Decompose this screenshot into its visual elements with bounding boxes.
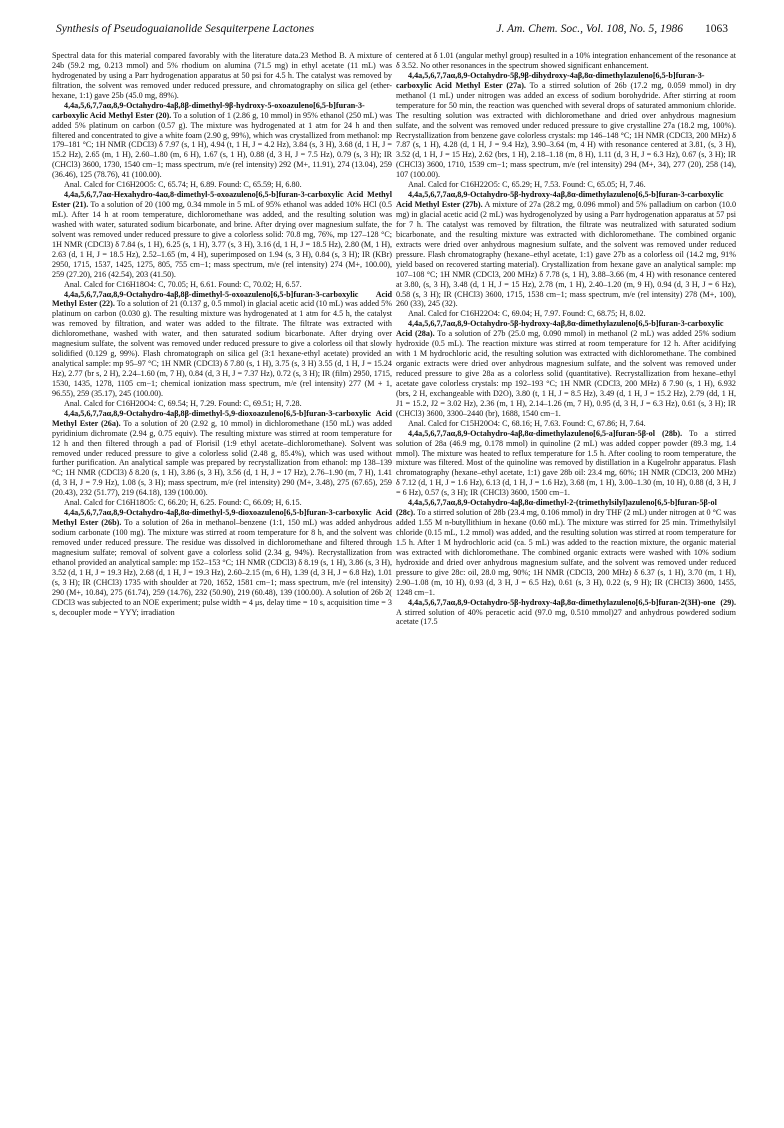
paragraph-body: A stirred solution of 40% peracetic acid (97.0 mg, 0.510 mmol)27 and anhydrous powdered sodium acetate (17.5 (396, 607, 736, 627)
paragraph (52, 409, 392, 498)
compound-title: 4,4a,5,6,7,7aα,8,9-Octahydro-5β,9β-dihydroxy-4aβ,8α-dimethylazuleno[6,5-b]furan-3-carboxylic Acid Methyl Ester (27a). (396, 70, 705, 90)
journal-citation (496, 20, 728, 38)
paragraph-body: Anal. Calcd for C16H18O4: C, 70.05; H, 6.61. Found: C, 70.02; H, 6.57. (64, 279, 302, 289)
paragraph (396, 598, 736, 628)
paragraph (52, 51, 392, 101)
compound-title: 4,4a,5,6,7,7aα,8,9-Octahydro-5β-hydroxy-4aβ,8α-dimethylazuleno[6,5-b]furan-2(3H)-one (29). (408, 597, 736, 607)
paragraph (396, 429, 736, 499)
compound-title: 4,4a,5,6,7,7aα,8,9-Octahydro-4aβ,8α-dimethyl-2-(trimethylsilyl)azuleno[6,5-b]furan-5β-ol (28c). (396, 498, 717, 518)
paragraph-body: Anal. Calcd for C16H20O4: C, 69.54; H, 7.29. Found: C, 69.51; H, 7.28. (64, 398, 302, 408)
paragraph (52, 101, 392, 181)
paragraph-body: To a stirred solution of 28a (46.9 mg, 0.178 mmol) in quinoline (2 mL) was added copper powder (89.3 mg, 1.4 mmol). The mixture was heated to reflux temperature for 1.5 h. After cooling to room temperature, the mixture was filtered. Most of the quinoline was removed by distillation in a Kugelrohr apparatus. Flash chromatography (hexane–ethyl acetate, 1:1) gave 28b oil: 23.4 mg, 60%; 1H NMR (CDCl3, 200 MHz) δ 7.12 (d, 1 H, J = 1.6 Hz), 6.13 (d, 1 H, J = 1.6 Hz), 3.68 (m, 1 H), 3.00–1.30 (m, 10 H), 0.88 (d, 3 H, J = 6 Hz), 0.57 (s, 3 H); IR (CHCl3) 3600, 1500 cm−1. (396, 428, 736, 498)
paragraph (52, 290, 392, 399)
compound-title: 4,4a,5,6,7,7aα,8,9-Octahydro-4aβ,8β-dimethyl-5-oxoazuleno[6,5-b]furan-3-carboxylic Acid Methyl Ester (22). (52, 289, 392, 309)
paragraph-body: To a solution of 20 (2.92 g, 10 mmol) in dichloromethane (150 mL) was added pyridinium dichromate (2.94 g, 0.75 equiv). The resulting mixture was stirred at room temperature for 12 h and then filtered through a pad of Florisil (1:9 ethyl acetate–dichloromethane). Solvent was removed under reduced pressure to give a colorless solid (2.48 g, 85.4%), which was used without further purification. An analytical sample was prepared by recrystallization from ethanol: mp 138–139 °C; 1H NMR (CDCl3) δ 8.20 (s, 1 H), 3.86 (s, 3 H), 3.56 (d, 1 H, J = 17 Hz), 2.76–1.90 (m, 7 H), 1.41 (d, 3 H, J = 7.9 Hz), 1.08 (s, 3 H); mass spectrum, m/e (rel intensity) 290 (M+, 3.48), 275 (67.65), 259 (20.43), 232 (51.77), 219 (64.18), 139 (100.00). (52, 418, 392, 498)
paragraph-body: To a stirred solution of 28b (23.4 mg, 0.106 mmol) in dry THF (2 mL) under nitrogen at 0 °C was added 1.55 M n-butyllithium in hexane (0.60 mL). The mixture was stirred for 25 min. Trimethylsilyl chloride (0.15 mL, 1.2 mmol) was added, and the resulting solution was stirred at room temperature for 1.5 h. After 1 M hydrochloric acid (ca. 5 mL) was added to the reaction mixture, the organic material was extracted with dichloromethane. The combined organic extracts were washed with 10% sodium hydroxide and dried over anhydrous magnesium sulfate, and the solvent was removed under reduced pressure to give 28c: oil, 28.0 mg, 90%; 1H NMR (CDCl3, 200 MHz) δ 6.37 (s, 1 H), 3.70 (m, 1 H), 2.90–1.08 (m, 10 H), 0.93 (d, 3 H, J = 6.5 Hz), 0.61 (s, 3 H), 0.22 (s, 9 H); IR (CHCl3) 3600, 1455, 1248 cm−1. (396, 508, 736, 597)
paragraph (396, 309, 736, 319)
paragraph-body: To a solution of 26a in methanol–benzene (1:1, 150 mL) was added anhydrous sodium carbonate (100 mg). The mixture was stirred at room temperature for 8 h, and the solvent was removed under reduced pressure. The residue was dissolved in dichloromethane and filtered through magnesium sulfate; removal of solvent gave a colorless solid (2.34 g, 94%). Recrystallization from ethanol provided an analytical sample: mp 152–153 °C; 1H NMR (CDCl3) δ 8.19 (s, 1 H), 3.86 (s, 3 H), 3.52 (d, 1 H, J = 19.3 Hz), 2.68 (d, 1 H, J = 19.3 Hz), 2.60–2.15 (m, 6 H), 1.39 (d, 3 H, J = 6.8 Hz), 1.01 (s, 3 H); IR (CHCl3) 1735 with shoulder at 720, 1652, 1581 cm−1; mass spectrum, m/e (rel intensity) 290 (M+, 10.84), 275 (61.74), 259 (14.76), 232 (50.90), 219 (60.48), 139 (100.00). A solution of 26b 2( CDCl3 was subjected to an NOE experiment; pulse width = 4 μs, delay time = 10 s, acquisition time = 3 s, decoupler mode = YYY; irradiation (52, 518, 392, 617)
paragraph (52, 498, 392, 508)
paragraph-body: To a stirred solution of 26b (17.2 mg, 0.059 mmol) in dry methanol (1 mL) under nitrogen was added an excess of sodium borohydride. After stirring at room temperature for 50 min, the reaction was quenched with several drops of saturated ammonium chloride. The resulting solution was extracted with dichloromethane and dried over anhydrous magnesium sulfate, and the solvent was removed under reduced pressure to give crystalline 27a (18.2 mg, 100%). Recrystallization from benzene gave colorless crystals: mp 146–148 °C; 1H NMR (CDCl3, 200 MHz) δ 7.87 (s, 1 H), 4.28 (d, 1 H, J = 9.4 Hz), 3.90–3.64 (m, 4 H) with resonance centered at 3.81, (s, 3 H), 3.52 (d, 1 H, J = 15 Hz), 2.62 (brs, 1 H), 2.18–1.18 (m, 8 H), 1.11 (d, 3 H, J = 6.3 Hz), 0.67 (s, 3 H); IR (CHCl3) 3600, 1710, 1539 cm−1; mass spectrum, m/e (rel intensity) 294 (M+, 34), 277 (20), 258 (14), 107 (100.00). (396, 80, 736, 180)
paragraph-body: To a solution of 27b (25.0 mg, 0.090 mmol) in methanol (2 mL) was added 25% sodium hydroxide (0.5 mL). The reaction mixture was stirred at room temperature for 12 h. After acidifying with 1 M hydrochloric acid, the resulting solution was extracted with dichloromethane. The combined organic extracts were dried over anhydrous magnesium sulfate, and the solvent was removed under reduced pressure to give 28a as a colorless solid (quantitative). Recrystallization from hexane–ethyl acetate gave colorless crystals: mp 192–193 °C; 1H NMR (CDCl3, 200 MHz) δ 7.90 (s, 1 H), 6.932 (brs, 2 H, exchangeable with D2O), 3.80 (t, 1 H, J = 8.5 Hz), 3.49 (d, 1 H, J = 15.2 Hz), 2.79 (dd, 1 H, J1 = 15.2, J2 = 3.02 Hz), 2.36 (m, 1 H), 2.14–1.26 (m, 7 H), 0.95 (d, 3 H, J = 6.3 Hz), 0.61 (s, 3 H); IR (CHCl3) 3600, 3300–2440 (br), 1688, 1540 cm−1. (396, 329, 736, 418)
paragraph (396, 319, 736, 418)
paragraph-body: Anal. Calcd for C16H22O5: C, 65.29; H, 7.53. Found: C, 65.05; H, 7.46. (408, 180, 646, 190)
paragraph-body: Spectral data for this material compared favorably with the literature data.23 Method B. A mixture of 24b (59.2 mg, 0.213 mmol) and 5% rhodium on alumina (71.5 mg) in ethyl acetate (11 mL) was hydrogenated by using a Parr hydrogenation apparatus at 50 psi for 4.5 h. The catalyst was removed by filtration, the solvent was removed under reduced pressure, and chromatography on silica gel (ether-hexane, 1:1) gave 25b (45.0 mg, 89%). (52, 51, 392, 100)
paragraph-body: A mixture of 27a (28.2 mg, 0.096 mmol) and 5% palladium on carbon (10.0 mg) in glacial acetic acid (2 mL) was hydrogenolyzed by using a Parr hydrogenation apparatus at 57 psi for 7 h. The catalyst was removed by filtration, the filtrate was neutralized with saturated sodium bicarbonate, and the resulting mixture was extracted with dichloromethane. The combined organic extracts were dried over anhydrous magnesium sulfate, and the solvent was removed under reduced pressure. Flash chromatography (hexane–ethyl acetate, 1:1) gave 27b as a colorless oil (14.2 mg, 91% yield based on recovered starting material). Crystallization from hexane gave an analytical sample: mp 107–108 °C; 1H NMR (CDCl3, 200 MHz) δ 7.78 (s, 1 H), 3.88–3.66 (m, 4 H) with resonance centered at 3.80, (s, 3 H), 3.48 (d, 1 H, J = 15 Hz), 2.78 (m, 1 H), 2.40–1.20 (m, 9 H), 0.94 (d, 3 H, J = 6 Hz), 0.58 (s, 3 H); IR (CHCl3) 3600, 1715, 1538 cm−1; mass spectrum, m/e (rel intensity) 278 (M+, 100), 260 (33), 245 (32). (396, 200, 736, 309)
compound-title: 4,4a,5,6,7,7aα,8,9-Octahydro-4aβ,8α-dimethylazuleno[6,5-a]furan-5β-ol (28b). (408, 428, 683, 438)
compound-title: 4,4a,5,6,7,7aα,8,9-Octahydro-4aβ,8α-dimethyl-5,9-dioxoazuleno[6,5-b]furan-3-carboxylic Acid Methyl Ester (26b). (52, 508, 392, 528)
paragraph-body: centered at δ 1.01 (angular methyl group) resulted in a 10% integration enhancement of the resonance at δ 3.52. No other resonances in the spectrum showed significant enhancement. (396, 51, 736, 70)
paragraph (396, 71, 736, 180)
paragraph-body: To a solution of 21 (0.137 g, 0.5 mmol) in glacial acetic acid (10 mL) was added 5% platinum on carbon (0.030 g). The resulting mixture was hydrogenated at 1 atm for 4.5 h, the catalyst was removed by filtration, and water was added to the filtrate. The filtrate was extracted with dichloromethane, washed with water, and then saturated sodium bicarbonate. After drying over magnesium sulfate, the solvent was removed under reduced pressure to give a colorless oil that slowly solidified (0.129 g, 99%). Flash chromatograph on silica gel (3:1 hexane-ethyl acetate) provided an analytical sample: mp 95–97 °C; 1H NMR (CDCl3) δ 7.80 (s, 1 H), 3.75 (s, 3 H) 3.55 (d, 1 H, J = 15.24 Hz), 2.77 (br s, 2 H), 2.24–1.60 (m, 7 H), 0.84 (d, 3 H, J = 7.37 Hz), 0.72 (s, 3 H); IR (film) 2950, 1715, 1530, 1435, 1278, 1105 cm−1; chemical ionization mass spectrum, m/e (rel intensity) 277 (M + 1, 96.55), 259 (35.17), 245 (100.00). (52, 299, 392, 398)
compound-title: 4,4a,5,6,7,7aα,8,9-Octahydro-4aβ,8β-dimethyl-5,9-dioxoazuleno[6,5-b]furan-3-carboxylic Acid Methyl Ester (26a). (52, 408, 392, 428)
paragraph-body: Anal. Calcd for C15H20O4: C, 68.16; H, 7.63. Found: C, 67.86; H, 7.64. (408, 418, 646, 428)
paragraph (396, 51, 736, 71)
compound-title: 4,4a,5,6,7,7aα,8,9-Octahydro-5β-hydroxy-4aβ,8α-dimethylazuleno[6,5-b]furan-3-carboxylic Acid Methyl Ester (27b). (396, 190, 724, 210)
compound-title: 4,4a,5,6,7,7aα,8,9-Octahydro-4aβ,8β-dimethyl-9β-hydroxy-5-oxoazuleno[6,5-b]furan-3-carboxylic Acid Methyl Ester (20). (52, 100, 365, 120)
running-title: Synthesis of Pseudoguaianolide Sesquiterpene Lactones (56, 23, 315, 35)
paragraph-body: To a solution of 1 (2.86 g, 10 mmol) in 95% ethanol (250 mL) was added 5% platinum on carbon (0.57 g). The mixture was hydrogenated at 1 atm for 24 h and then filtered and concentrated to give a white foam (2.90 g, 99%), which was crystallized from methanol: mp 179–181 °C; 1H NMR (CDCl3) δ 7.97 (s, 1 H), 4.94 (t, 1 H, J = 4.2 Hz), 3.84 (s, 3 H), 3.68 (d, 1 H, J = 15.2 Hz), 2.65 (m, 1 H), 2.60–1.80 (m, 6 H), 1.67 (s, 1 H), 0.88 (d, 3 H, J = 7.5 Hz), 0.79 (s, 3 H); IR (CHCl3) 3600, 1730, 1540 cm−1; mass spectrum, m/e (rel intensity) 292 (M+, 11.91), 274 (13.04), 259 (36.46), 125 (78.76), 41 (100.00). (52, 110, 392, 180)
right-column (396, 51, 736, 1113)
paragraph (396, 190, 736, 309)
paragraph (52, 190, 392, 279)
paragraph (52, 180, 392, 190)
paragraph-body: Anal. Calcd for C16H18O5: C, 66.20; H, 6.25. Found: C, 66.09; H, 6.15. (64, 498, 302, 508)
running-header (56, 20, 728, 38)
paragraph-body: Anal. Calcd for C16H20O5: C, 65.74; H, 6.89. Found: C, 65.59; H, 6.80. (64, 180, 302, 190)
paragraph (396, 498, 736, 597)
paragraph-body: To a solution of 20 (100 mg, 0.34 mmole in 5 mL of 95% ethanol was added 10% HCl (0.5 mL). After 14 h at room temperature, dichloromethane was added, and the resulting solution was washed with water, saturated sodium bicarbonate, and brine. After drying over magnesium sulfate, the solvent was removed under reduced pressure to give a colorless solid: 70.8 mg, 76%, mp 127–128 °C; 1H NMR (CDCl3) δ 7.84 (s, 1 H), 6.25 (s, 1 H), 3.77 (s, 3 H), 3.16 (d, 1 H, J = 18.5 Hz), 2.80 (M, 1 H), 2.63 (d, 1 H, J = 18.5 Hz), 2.52–1.65 (m, 4 H), superimposed on 1.94 (s, 3 H), 0.84 (s, 3 H); IR (KBr) 2950, 1715, 1537, 1425, 1275, 805, 755 cm−1; mass spectrum, m/e (rel intensity) 274 (M+, 100.00), 259 (27.20), 216 (42.54), 203 (41.50). (52, 200, 392, 279)
paragraph-body: Anal. Calcd for C16H22O4: C, 69.04; H, 7.97. Found: C, 68.75; H, 8.02. (408, 309, 646, 319)
paragraph (52, 399, 392, 409)
left-column (52, 51, 392, 1113)
compound-title: 4,4a,5,6,7,7aα-Hexahydro-4aα,8-dimethyl-5-oxoazuleno[6,5-b]furan-3-carboxylic Acid Methyl Ester (21). (52, 190, 392, 210)
paragraph (396, 180, 736, 190)
journal-name: J. Am. Chem. Soc., Vol. 108, No. 5, 1986 (496, 23, 683, 35)
paragraph (52, 280, 392, 290)
paragraph (52, 508, 392, 617)
paragraph (396, 419, 736, 429)
page-number: 1063 (705, 23, 728, 35)
compound-title: 4,4a,5,6,7,7aα,8,9-Octahydro-5β-hydroxy-4aβ,8α-dimethylazuleno[6,5-b]furan-3-carboxylic Acid (28a). (396, 319, 724, 339)
